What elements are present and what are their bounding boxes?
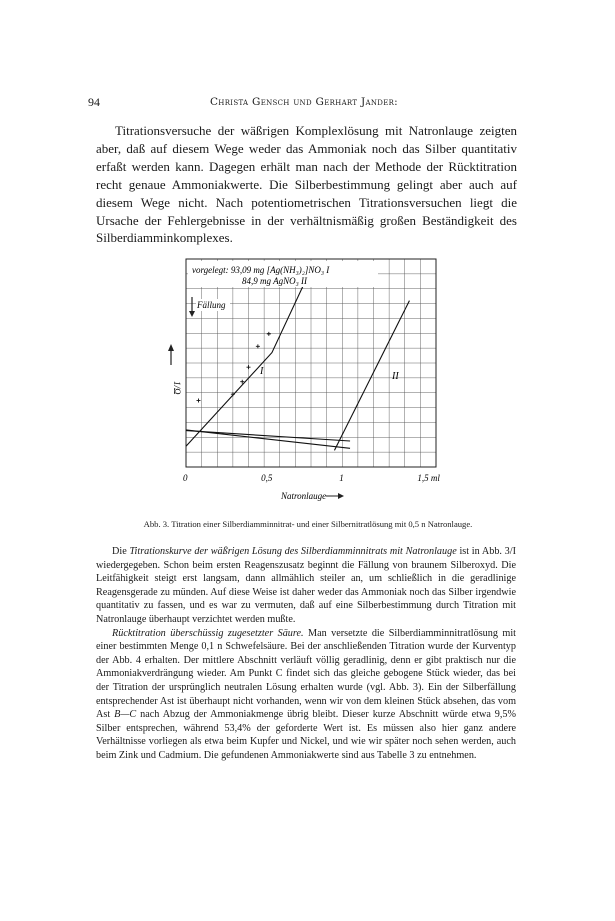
x-tick-label: 1 bbox=[339, 473, 344, 483]
figure-titration-chart bbox=[166, 253, 456, 513]
x-tick-label: 0,5 bbox=[261, 473, 273, 483]
segment-bc: B—C bbox=[114, 709, 137, 721]
chart-grid bbox=[186, 259, 436, 467]
curve-label-II: II bbox=[392, 371, 399, 382]
title-titration-curve: Titrationskurve der wäßrigen Lösung des Silberdiamminnitrats mit Natronlauge bbox=[129, 546, 457, 557]
data-point bbox=[197, 398, 201, 402]
y-axis-arrow-head bbox=[168, 344, 174, 351]
paragraph-intro: Titrationsversuche der wäßrigen Komplexlösung mit Natronlauge zeigten aber, daß auf diesem Wege weder das Ammoniak noch das Silber quantitativ erfaßt werden kann. Dagegen erhält man nach der Methode der Rücktitration recht genaue Ammoniakwerte. Die Silberbestimmung gelingt aber auch auf diesem Wege nicht. Nach potentiometrischen Titrationsversuchen liegt die Ursache der Fehlergebnisse in der verhältnismäßig großen Beständigkeit des Silberdiamminkomplexes. bbox=[96, 123, 517, 246]
x-axis-label: Natronlauge bbox=[281, 491, 327, 501]
faellung-arrow-head bbox=[189, 311, 195, 317]
curve-label-I: I bbox=[260, 366, 264, 377]
page-header bbox=[88, 94, 520, 110]
data-point bbox=[247, 365, 251, 369]
running-head: Christa Gensch und Gerhart Jander: bbox=[209, 96, 399, 108]
x-axis-arrow-head bbox=[338, 493, 344, 499]
x-tick-labels bbox=[183, 473, 440, 483]
legend-line-1: vorgelegt: 93,09 mg [Ag(NH₃)₂]NO₃ I bbox=[192, 265, 330, 275]
y-axis-symbol: 1/Ω bbox=[172, 381, 182, 395]
paragraph-titration-curve: Die Titrationskurve der wäßrigen Lösung des Silberdiamminnitrats mit Natronlauge ist in Abb. 3/I wiedergegeben. Schon beim ersten Reagenszusatz beginnt die Fällung von braunem Silberoxyd. Die Leitfähigkeit steigt erst langsam, dann allmählich steiler an, um schließlich in die geradlinige Reagensgerade zu münden. Auf diese Weise ist daher weder das Ammoniak noch das Silber irgendwie quantitativ zu fassen, und es war zu vermuten, daß auf eine Silberbestimmung durch Titration mit Natronlauge überhaupt verzichtet werden mußte. bbox=[96, 546, 516, 625]
title-back-titration: Rücktitration überschüssig zugesetzter Säure. bbox=[112, 627, 304, 639]
data-point bbox=[267, 332, 271, 336]
x-tick-label: 0 bbox=[183, 473, 188, 483]
paragraph-back-titration: Rücktitration überschüssig zugesetzter Säure. Man versetzte die Silberdiamminnitratlösung mit einer bestimmten Menge 0,1 n Schwefelsäure. Bei der anschließenden Titration wurde der Kurventyp der Abb. 4 erhalten. Der mittlere Abschnitt verläuft völlig geradlinig, denn er gibt praktisch nur die Ammoniakverdrängung wieder. Am Punkt C findet sich das gleiche gebogene Stück wieder, das bei der Titration der ursprünglich neutralen Lösung erhalten wurde (vgl. Abb. 3). Ein der Silberfällung entsprechender Ast ist überhaupt nicht vorhanden, wenn wir von dem kleinen Stück absehen, das vom Ast B—C nach Abzug der Ammoniakmenge übrig bleibt. Dieser kurze Abschnitt würde etwa 9,5% Silber entsprechen, während 53,4% der geforderte Wert ist. Es müssen also hier ganz andere Verhältnisse vorliegen als etwa beim Kupfer und Nickel, und wie wir später noch sehen werden, auch beim Zink und Cadmium. Die gefundenen Ammoniakwerte sind aus Tabelle 3 zu entnehmen. bbox=[96, 627, 516, 761]
x-tick-label: 1,5 ml bbox=[417, 473, 440, 483]
titration-chart bbox=[166, 253, 456, 513]
data-point bbox=[256, 344, 260, 348]
legend-line-2: 84,9 mg AgNO₃ II bbox=[242, 276, 307, 286]
faellung-label: Fällung bbox=[197, 300, 226, 310]
figure-caption: Abb. 3. Titration einer Silberdiamminnitrat- und einer Silbernitratlösung mit 0,5 n Natronlauge. bbox=[143, 519, 473, 529]
page-number: 94 bbox=[88, 95, 100, 109]
body-text bbox=[96, 545, 516, 763]
